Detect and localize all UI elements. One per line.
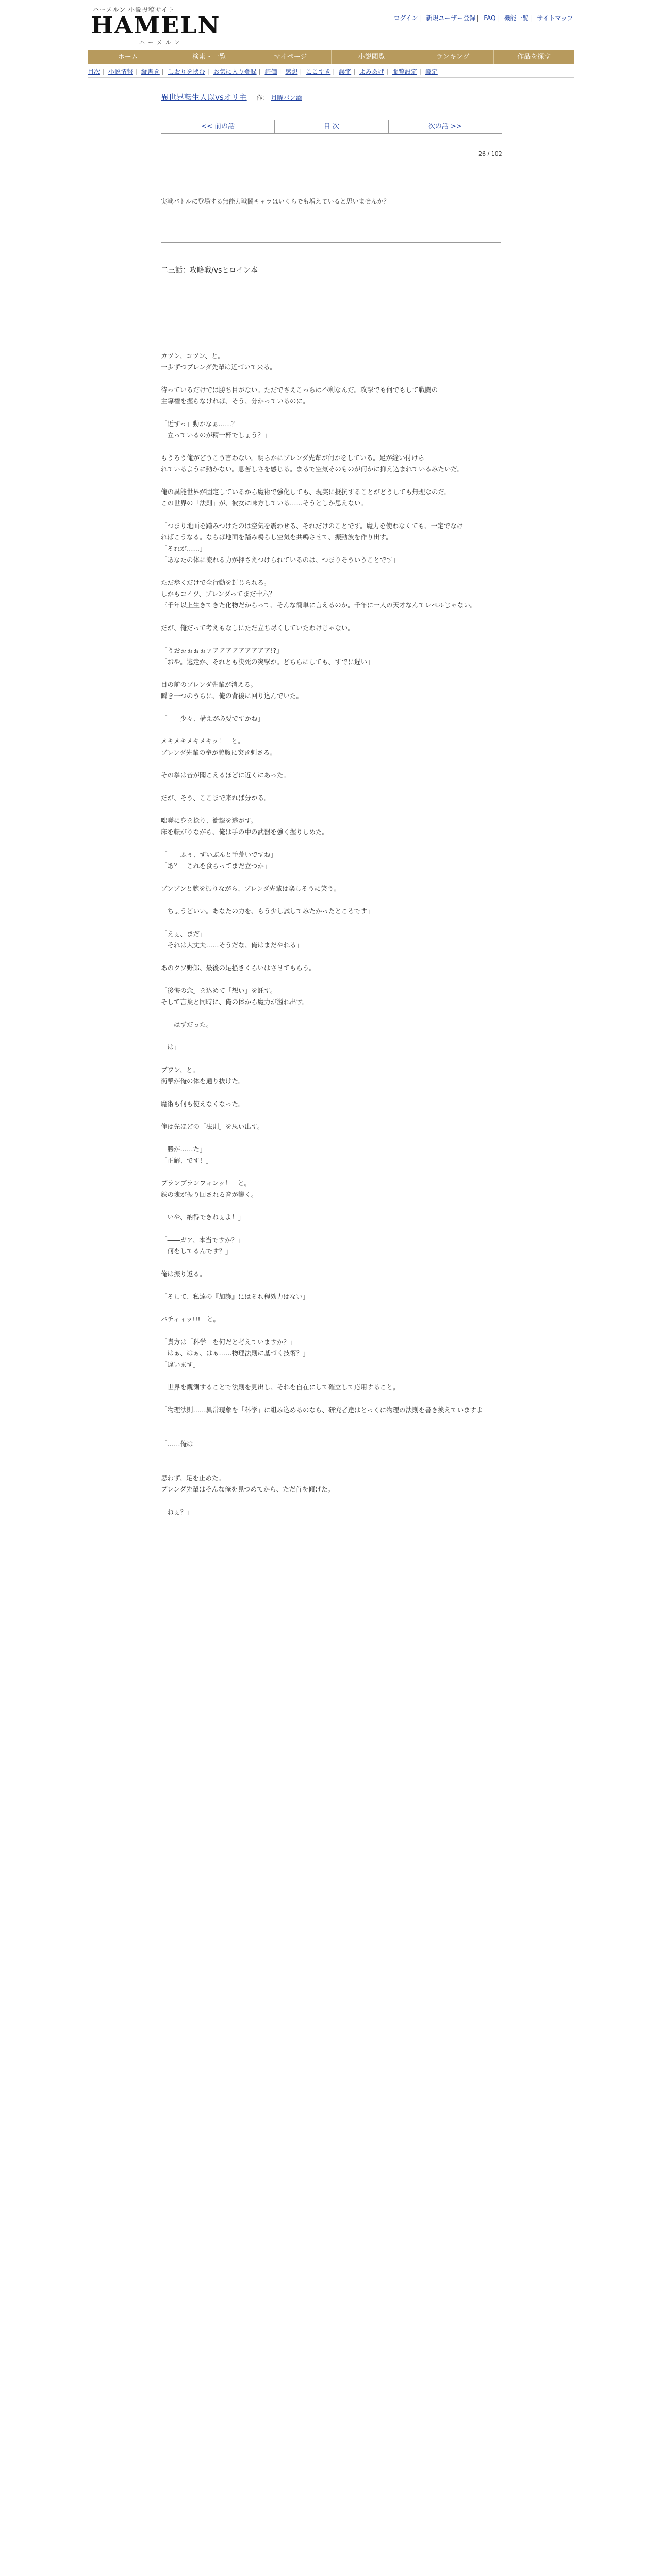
author-label: 作： [256, 94, 269, 101]
site-header [0, 0, 662, 49]
body-line [161, 373, 501, 384]
body-line: 「――ガア、本当ですか？」 [161, 1236, 244, 1244]
body-line: 「ちょうどいい。あなたの力を、もう少し試してみたかったところです」 [161, 907, 374, 915]
body-line: 「正解、です！」 [161, 1157, 213, 1164]
body-line: その拳は音が聞こえるほどに近くにあった。 [161, 771, 290, 779]
header-links: ログイン | 新規ユーザー登録 | FAQ | 機能一覧 | サイトマップ [393, 14, 573, 22]
body-line [161, 1529, 501, 1540]
preface-divider [161, 242, 501, 243]
main-navbar [88, 50, 574, 64]
body-line [161, 1087, 501, 1098]
body-line: 「違います」 [161, 1361, 200, 1368]
body-line [161, 566, 501, 577]
body-line: そして言葉と同時に、俺の体から魔力が溢れ出す。 [161, 998, 309, 1006]
body-line: ブランブランフォンッ！ と。 [161, 1179, 251, 1187]
body-line: ればこうなる。ならば地面を踏み鳴らし空気を共鳴させて、振動波を作り出す。 [161, 533, 392, 541]
body-line [161, 475, 501, 486]
body-line: 「貴方は「科学」を何だと考えていますか？」 [161, 1338, 296, 1346]
body-line: カツン、コツン、と。 [161, 352, 225, 360]
chapter-preface: 実戦バトルに登場する無能力戦闘キャラはいくらでも増えていると思いませんか？ [161, 198, 390, 205]
subnav-rate[interactable]: 評価 [264, 68, 277, 75]
body-line: この世界の「法則」が、彼女に味方している……そうとしか思えない。 [161, 499, 368, 507]
author-link[interactable]: 月曜パン酒 [271, 94, 302, 101]
next-chapter-link[interactable]: 次の話 >> [428, 123, 462, 130]
subnav-vertical[interactable]: 縦書き [141, 68, 160, 75]
body-line [161, 668, 501, 679]
body-line: 衝撃が俺の体を通り抜けた。 [161, 1077, 245, 1085]
body-line: 三千年以上生きてきた化物だからって、そんな簡単に言えるのか。千年に一人の天才なんてレベルじゃない。 [161, 601, 477, 609]
body-line [161, 1370, 501, 1382]
body-line [161, 838, 501, 849]
body-line [161, 339, 501, 350]
body-line: 「世界を観測することで法則を見出し、それを自在にして確立して応用すること。 [161, 1383, 400, 1391]
body-line [161, 1325, 501, 1336]
body-line: 咄嗟に身を捻り、衝撃を逃がす。 [161, 817, 257, 824]
body-line [161, 328, 501, 339]
body-line: 鉄の塊が振り回される音が響く。 [161, 1191, 258, 1198]
body-line: 「それが……」 [161, 545, 206, 552]
subnav-settings[interactable]: 設定 [425, 68, 438, 75]
body-line: もうろう俺がどうこう言わない。明らかにブレンダ先輩が何かをしている。足が縫い付けら [161, 454, 425, 462]
body-line [161, 758, 501, 770]
body-line [161, 1053, 501, 1064]
body-line [161, 1393, 501, 1404]
body-line: 「あなたの体に流れる力が押さえつけられているのは、つまりそういうことです」 [161, 556, 400, 564]
body-line: ブレンダ先輩の拳が脇腹に突き刺さる。 [161, 749, 276, 756]
subnav-toc[interactable]: 目次 [88, 68, 101, 75]
body-line [161, 1302, 501, 1314]
body-line [161, 1450, 501, 1461]
chapter-title: 二三話：攻略戦/vsヒロイン本 [161, 266, 258, 275]
body-line: 「後悔の念」を込めて「想い」を託す。 [161, 987, 277, 994]
nav-novels[interactable]: 小説閲覧 [332, 50, 413, 64]
body-line: バチィィッ!!! と。 [161, 1315, 220, 1323]
body-line: 「ねぇ？」 [161, 1508, 193, 1516]
sitemap-link[interactable]: サイトマップ [537, 14, 573, 22]
body-line: だが、俺だって考えもなしにただ立ち尽くしていたわけじゃない。 [161, 624, 355, 632]
logo-tagline: ハーメルン 小説投稿サイト [93, 6, 175, 13]
body-line: 俺は振り返る。 [161, 1270, 206, 1278]
body-line: 「そして、私達の『加護』にはそれ程効力はない」 [161, 1293, 309, 1300]
body-line: 「――少々、構えが必要ですかね」 [161, 715, 264, 722]
body-line: 「近ずっ」動かなぁ……？」 [161, 420, 244, 428]
body-line [161, 1166, 501, 1178]
body-line: ブワン、と。 [161, 1066, 200, 1074]
body-line: ただ歩くだけで全行動を封じられる。 [161, 579, 271, 586]
features-link[interactable]: 機能一覧 [504, 14, 529, 22]
body-line [161, 872, 501, 883]
body-line: 主導権を握らなければ、そう、分かっているのに。 [161, 397, 309, 405]
body-line: 待っているだけでは勝ち目がない。ただでさえこっちは不利なんだ。攻撃でも何でもして戦闘の [161, 386, 438, 394]
body-line: 「はぁ、はぁ、はぁ……物理法則に基づく技術？」 [161, 1349, 309, 1357]
body-line: メキメキメキメキッ！ と。 [161, 737, 244, 745]
body-line: あのクソ野郎、最後の足掻きくらいはさせてもらう。 [161, 964, 316, 972]
body-line [161, 894, 501, 906]
subnav-info[interactable]: 小説情報 [108, 68, 133, 75]
body-line [161, 1223, 501, 1234]
body-line [161, 1008, 501, 1019]
body-line [161, 441, 501, 452]
body-line: 「それは大丈夫……そうだな、俺はまだやれる」 [161, 941, 303, 949]
body-line: 「うおぉぉぉぉァアアアアアアアアア!?」 [161, 647, 283, 654]
body-line: しかもコイツ、ブレンダってまだ十六？ [161, 590, 275, 598]
page-count: 26 / 102 [478, 150, 502, 157]
body-line [161, 804, 501, 815]
body-line: 「立っているのが精一杯でしょう？」 [161, 431, 271, 439]
body-line: 俺の異能世界が固定しているから魔術で強化しても、現実に抵抗することがどうしても無理なのだ。 [161, 488, 451, 496]
body-line: ブレンダ先輩はそんな俺を見つめてから、ただ首を傾げた。 [161, 1485, 335, 1493]
body-line [161, 917, 501, 928]
body-line [161, 1518, 501, 1529]
faq-link[interactable]: FAQ [484, 14, 496, 22]
subnav-favorite[interactable]: お気に入り登録 [213, 68, 257, 75]
body-line [161, 611, 501, 622]
body-line [161, 1461, 501, 1472]
subnav-view-settings[interactable]: 閲覧設定 [392, 68, 417, 75]
nav-home[interactable]: ホーム [88, 50, 169, 64]
body-line [161, 407, 501, 418]
body-line [161, 702, 501, 713]
work-title-block [161, 92, 302, 103]
body-line [161, 1416, 501, 1427]
body-line: 目の前のブレンダ先輩が消える。 [161, 681, 257, 688]
body-line [161, 634, 501, 645]
body-line [161, 974, 501, 985]
body-line: 「何をしてるんです？」 [161, 1247, 232, 1255]
body-line: 魔術も何も使えなくなった。 [161, 1100, 245, 1108]
work-title-link[interactable]: 異世界転生人以vsオリ主 [161, 93, 247, 102]
nav-mypage[interactable]: マイページ [250, 50, 332, 64]
nav-ranking[interactable]: ランキング [412, 50, 494, 64]
body-line [161, 1280, 501, 1291]
body-line: 「は」 [161, 1043, 180, 1051]
subnav-likes[interactable]: ここすき [306, 68, 331, 75]
body-line: 「あ？ これを食らってまだ立つか」 [161, 862, 271, 870]
body-line: ブンブンと腕を振りながら、ブレンダ先輩は楽しそうに笑う。 [161, 885, 340, 892]
prev-chapter-link[interactable]: << 前の話 [161, 120, 275, 133]
login-link[interactable]: ログイン [393, 14, 418, 22]
body-line: 思わず、足を止めた。 [161, 1474, 225, 1482]
body-line [161, 1030, 501, 1042]
body-line: 「物理法則……異常現象を「科学」に組み込めるのなら、研究者達はとっくに物理の法則を書き換えていますよ [161, 1406, 483, 1414]
body-line [161, 1200, 501, 1212]
body-line [161, 1110, 501, 1121]
subnav-typo[interactable]: 誤字 [339, 68, 352, 75]
subnav-readaloud[interactable]: よみあげ [359, 68, 385, 75]
body-line [161, 1132, 501, 1144]
register-link[interactable]: 新規ユーザー登録 [426, 14, 476, 22]
site-logo[interactable] [88, 3, 221, 46]
body-line: 「勝が……た」 [161, 1145, 206, 1153]
body-line [161, 1495, 501, 1506]
logo-brand: HAMELN [91, 11, 221, 39]
body-line: 床を転がりながら、俺は手の中の武器を強く握りしめた。 [161, 828, 329, 836]
body-line: ――はずだった。 [161, 1021, 213, 1028]
body-line: 一歩ずつブレンダ先輩は近づいて来る。 [161, 363, 276, 371]
body-line [161, 951, 501, 962]
chapter-body [161, 328, 501, 1540]
body-line [161, 1257, 501, 1268]
body-line [161, 724, 501, 736]
body-line: 俺は先ほどの「法則」を思い出す。 [161, 1123, 264, 1130]
body-line [161, 781, 501, 792]
body-line: 「つまり地面を踏みつけたのは空気を震わせる、それだけのことです。魔力を使わなくても、一定でなけ [161, 522, 464, 530]
body-line: 「……俺は」 [161, 1440, 200, 1448]
toc-link[interactable]: 目 次 [275, 120, 388, 133]
subnav-review[interactable]: 感想 [285, 68, 298, 75]
logo-brand-sub: ハーメルン [139, 39, 183, 46]
body-line: 「いや、納得できねぇよ！」 [161, 1213, 245, 1221]
nav-search[interactable]: 検索・一覧 [169, 50, 251, 64]
body-line [161, 1427, 501, 1438]
nav-find-works[interactable]: 作品を探す [517, 53, 551, 61]
chapter-nav [161, 120, 502, 134]
body-line: 「おや。逃走か、それとも決死の突撃か。どちらにしても、すでに遅い」 [161, 658, 374, 666]
body-line: れているように動かない。息苦しさを感じる。まるで空気そのものが何かに抑え込まれているみたいだ。 [161, 465, 464, 473]
body-line [161, 509, 501, 520]
work-subnav: 目次 | 小説情報 | 縦書き | しおりを挟む | お気に入り登録 | 評価 | 感想 | ここすき | 誤字 | よみあげ | 閲覧設定 | 設定 [88, 66, 574, 78]
body-line: 「――ふぅ、ずいぶんと手荒いですね」 [161, 851, 277, 858]
body-line: だが、そう、ここまで来れば分かる。 [161, 794, 271, 802]
body-line: 瞬き一つのうちに、俺の背後に回り込んでいた。 [161, 692, 303, 700]
subnav-bookmark[interactable]: しおりを挟む [168, 68, 205, 75]
body-line: 「えぇ、まだ」 [161, 930, 206, 938]
